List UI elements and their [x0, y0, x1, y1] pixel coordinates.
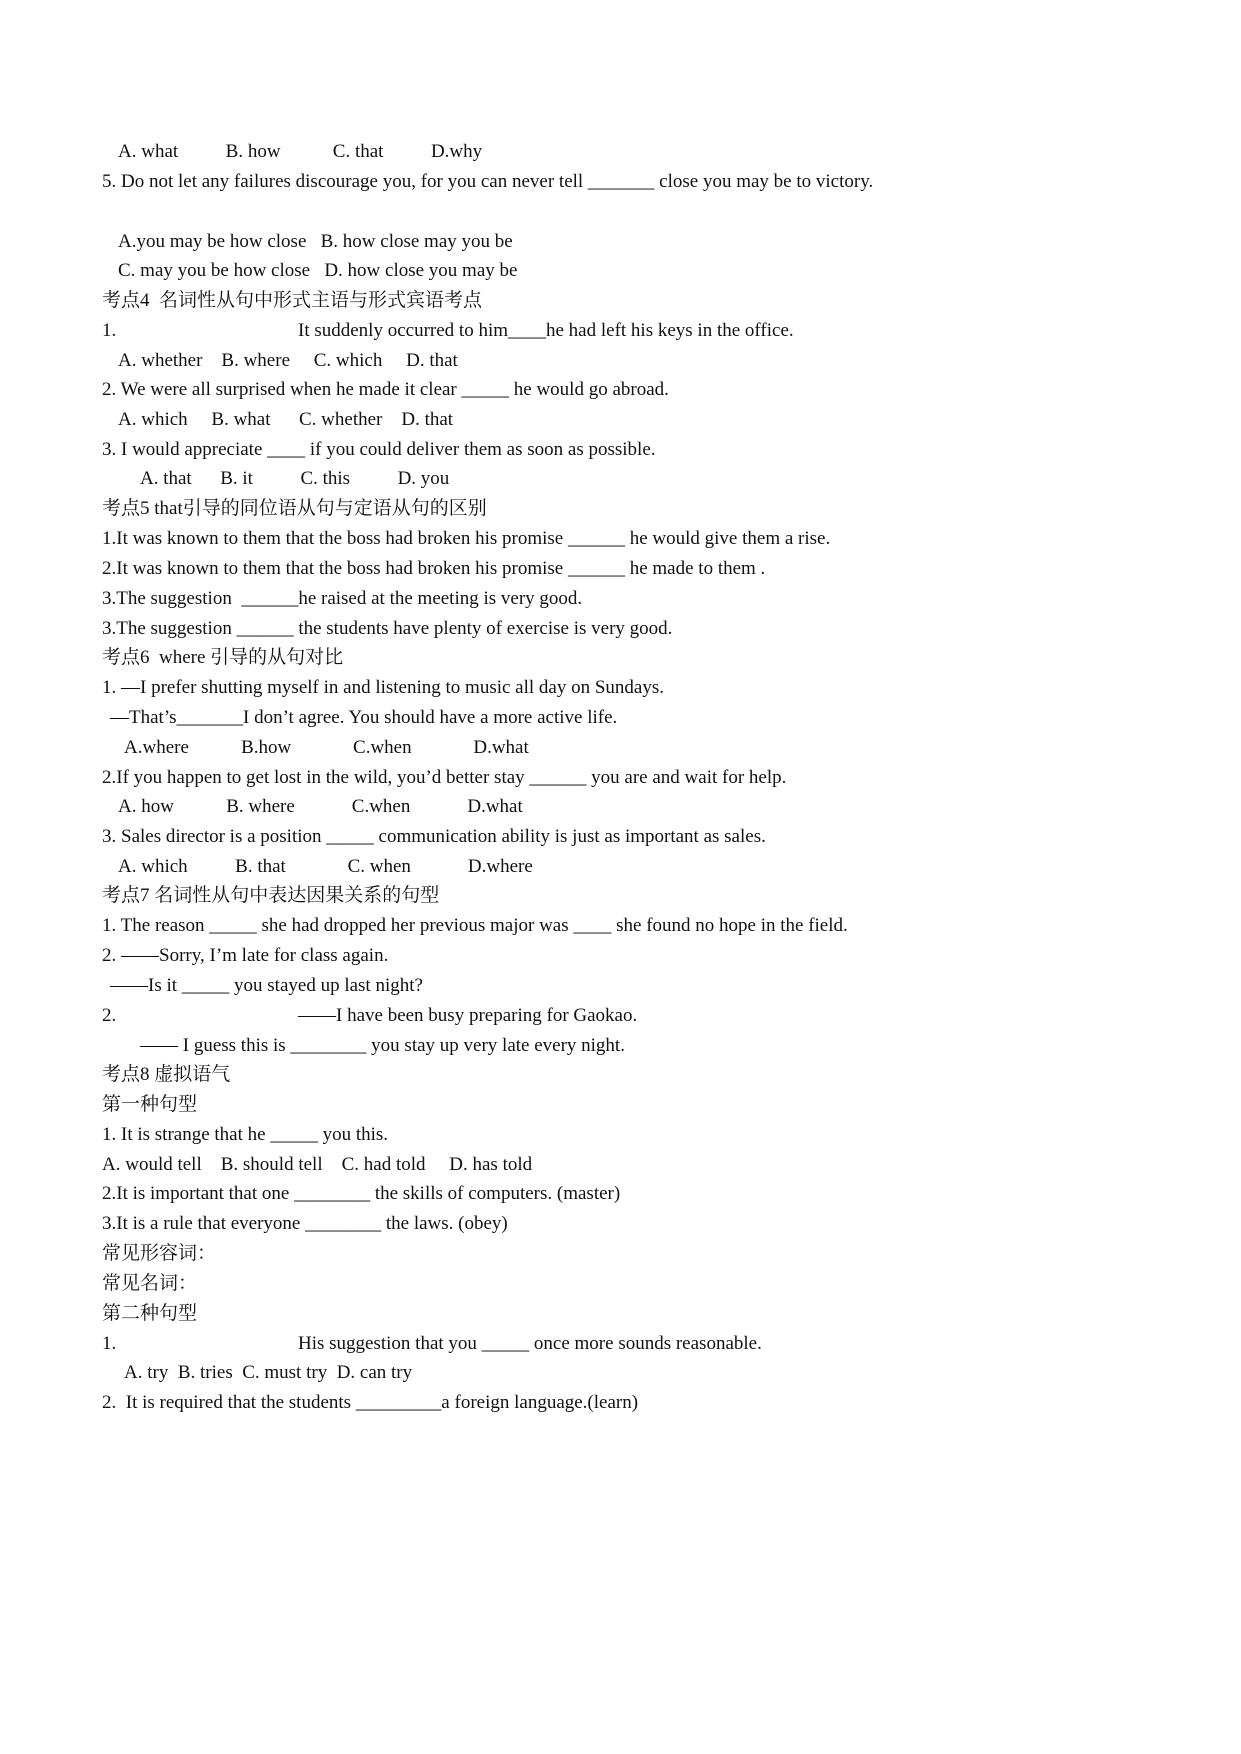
text-line: A.you may be how close B. how close may you be	[118, 231, 513, 252]
text-line: A.where B.how C.when D.what	[124, 737, 529, 758]
text-line: 2. ——Sorry, I’m late for class again.	[102, 945, 389, 966]
text-line: 2.If you happen to get lost in the wild, you’d better stay ______ you are and wait for help.	[102, 767, 787, 788]
text-line: C. may you be how close D. how close you may be	[118, 260, 518, 281]
text-line: 1.	[102, 320, 117, 341]
text-line: 2.It is important that one ________ the skills of computers. (master)	[102, 1183, 621, 1204]
text-line: 1. It is strange that he _____ you this.	[102, 1124, 389, 1145]
text-line: 3. I would appreciate ____ if you could deliver them as soon as possible.	[102, 439, 656, 460]
text-line: —That’s_______I don’t agree. You should have a more active life.	[110, 707, 618, 728]
text-line: 3. Sales director is a position _____ communication ability is just as important as sales.	[102, 826, 766, 847]
section-heading: 考点5 that引导的同位语从句与定语从句的区别	[102, 498, 487, 519]
text-line: A. what B. how C. that D.why	[118, 141, 483, 162]
text-line: 1. The reason _____ she had dropped her previous major was ____ she found no hope in the field.	[102, 915, 848, 936]
text-line: —— I guess this is ________ you stay up very late every night.	[140, 1035, 625, 1056]
text-line: ——I have been busy preparing for Gaokao.	[298, 1005, 638, 1026]
section-heading: 考点4 名词性从句中形式主语与形式宾语考点	[102, 290, 483, 311]
sub-heading: 第一种句型	[102, 1094, 198, 1115]
sub-heading: 第二种句型	[102, 1303, 198, 1324]
text-line: It suddenly occurred to him____he had left his keys in the office.	[298, 320, 794, 341]
text-line: 3.The suggestion ______ the students have plenty of exercise is very good.	[102, 618, 673, 639]
text-line: 1. —I prefer shutting myself in and listening to music all day on Sundays.	[102, 677, 665, 698]
text-line: 1.	[102, 1333, 117, 1354]
text-line: 3.The suggestion ______he raised at the meeting is very good.	[102, 588, 583, 609]
text-line: A. which B. what C. whether D. that	[118, 409, 454, 430]
text-line: ——Is it _____ you stayed up last night?	[110, 975, 423, 996]
text-line: 常见形容词：	[102, 1243, 217, 1264]
section-heading: 考点6 where 引导的从句对比	[102, 647, 344, 668]
text-line: 5. Do not let any failures discourage you, for you can never tell _______ close you may be to victory.	[102, 171, 874, 192]
section-heading: 考点8 虚拟语气	[102, 1064, 231, 1085]
text-line: 2. We were all surprised when he made it clear _____ he would go abroad.	[102, 379, 669, 400]
text-line: A. try B. tries C. must try D. can try	[124, 1362, 413, 1383]
text-line: His suggestion that you _____ once more sounds reasonable.	[298, 1333, 762, 1354]
text-line: 3.It is a rule that everyone ________ the laws. (obey)	[102, 1213, 508, 1234]
text-line: A. would tell B. should tell C. had told D. has told	[102, 1154, 533, 1175]
section-heading: 考点7 名词性从句中表达因果关系的句型	[102, 885, 440, 906]
text-line: A. how B. where C.when D.what	[118, 796, 523, 817]
text-line: 常见名词：	[102, 1273, 198, 1294]
text-line: 2.It was known to them that the boss had broken his promise ______ he made to them .	[102, 558, 766, 579]
text-line: A. whether B. where C. which D. that	[118, 350, 458, 371]
text-line: A. which B. that C. when D.where	[118, 856, 533, 877]
text-line: 1.It was known to them that the boss had broken his promise ______ he would give them a rise.	[102, 528, 831, 549]
text-line: A. that B. it C. this D. you	[140, 468, 450, 489]
text-line: 2.	[102, 1005, 117, 1026]
text-line: 2. It is required that the students _________a foreign language.(learn)	[102, 1392, 639, 1413]
